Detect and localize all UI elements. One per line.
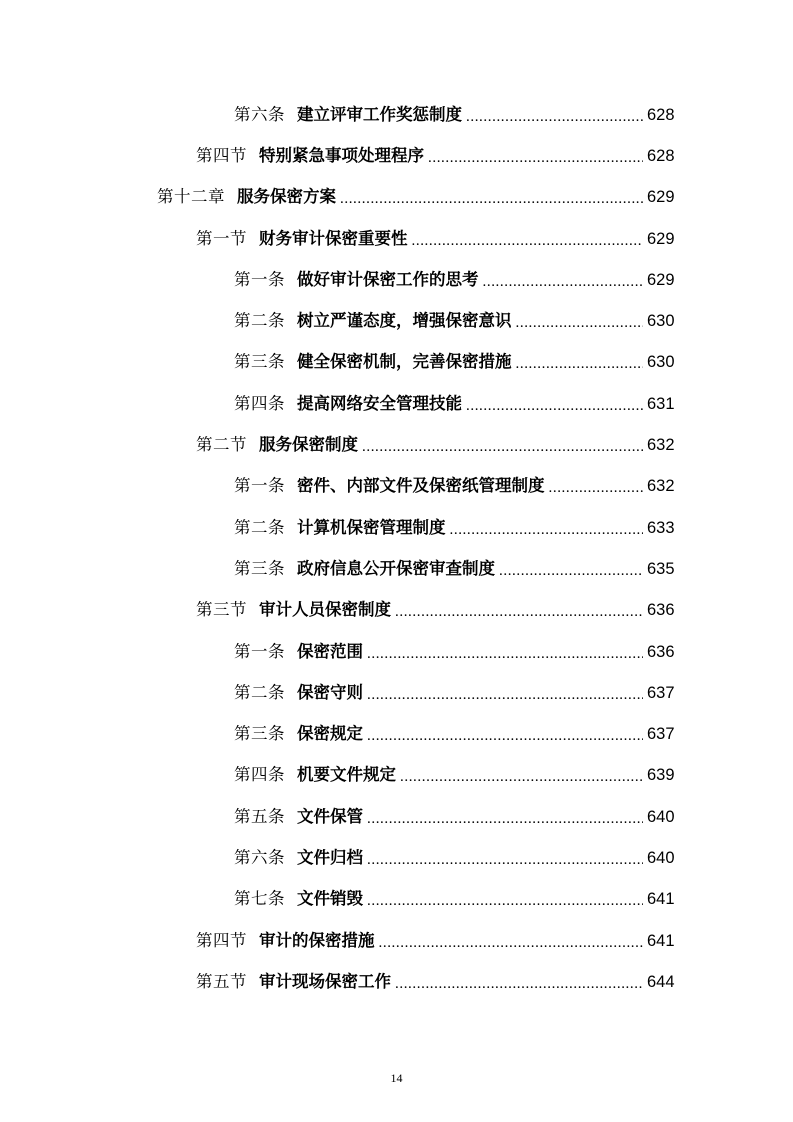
toc-entry-title: 服务保密方案	[237, 187, 336, 207]
toc-entry-number: 第六条	[234, 847, 285, 867]
toc-entry-title: 文件销毁	[297, 889, 363, 909]
toc-entry-title: 财务审计保密重要性	[259, 228, 408, 248]
toc-entry-number: 第三条	[234, 558, 285, 578]
toc-entry[interactable]	[0, 835, 793, 876]
dot-leader	[395, 973, 643, 990]
toc-entry-page: 641	[647, 931, 675, 950]
dot-leader	[379, 932, 644, 949]
toc-entry-page: 644	[647, 972, 675, 991]
toc-entry-page: 629	[647, 188, 675, 207]
toc-entry-number: 第五节	[196, 971, 247, 991]
dot-leader	[499, 560, 643, 577]
toc-entry[interactable]	[0, 464, 793, 505]
toc-entry-page: 636	[647, 642, 675, 661]
toc-entry[interactable]	[0, 753, 793, 794]
toc-entry-title: 特别紧急事项处理程序	[259, 145, 424, 165]
toc-entry[interactable]	[0, 257, 793, 298]
footer-page-number: 14	[390, 1071, 403, 1085]
toc-entry[interactable]	[0, 133, 793, 174]
toc-entry-number: 第六条	[234, 104, 285, 124]
toc-entry-number: 第一条	[234, 476, 285, 496]
dot-leader	[466, 395, 643, 412]
dot-leader	[367, 890, 643, 907]
toc-entry[interactable]	[0, 92, 793, 133]
dot-leader	[367, 684, 643, 701]
toc-entry-number: 第二条	[234, 682, 285, 702]
toc-entry-page: 632	[647, 436, 675, 455]
toc-entry-number: 第十二章	[157, 187, 225, 207]
toc-entry-page: 630	[647, 312, 675, 331]
toc-entry-page: 631	[647, 394, 675, 413]
dot-leader	[450, 519, 644, 536]
dot-leader	[362, 436, 643, 453]
toc-entry[interactable]	[0, 711, 793, 752]
toc-entry-page: 636	[647, 601, 675, 620]
page-footer	[0, 1071, 793, 1086]
toc-entry-title: 提高网络安全管理技能	[297, 393, 462, 413]
toc-entry-page: 639	[647, 766, 675, 785]
dot-leader	[549, 477, 644, 494]
toc-entry-title: 保密规定	[297, 724, 363, 744]
toc-entry-number: 第一条	[234, 269, 285, 289]
dot-leader	[516, 312, 644, 329]
toc-entry-page: 637	[647, 683, 675, 702]
toc-entry-title: 审计的保密措施	[259, 930, 375, 950]
toc-entry-title: 政府信息公开保密审查制度	[297, 558, 495, 578]
toc-entry-number: 第七条	[234, 889, 285, 909]
toc-entry[interactable]	[0, 670, 793, 711]
toc-entry-title: 建立评审工作奖惩制度	[297, 104, 462, 124]
toc-entry[interactable]	[0, 794, 793, 835]
toc-entry[interactable]	[0, 505, 793, 546]
toc-entry-title: 保密范围	[297, 641, 363, 661]
toc-entry-page: 629	[647, 229, 675, 248]
dot-leader	[412, 230, 644, 247]
toc-entry-number: 第四条	[234, 393, 285, 413]
toc-entry-number: 第二条	[234, 311, 285, 331]
toc-entry-number: 第三条	[234, 352, 285, 372]
dot-leader	[428, 147, 643, 164]
toc-entry-number: 第三条	[234, 724, 285, 744]
toc-entry-page: 640	[647, 848, 675, 867]
toc-entry[interactable]	[0, 546, 793, 587]
table-of-contents	[0, 92, 793, 1001]
toc-entry[interactable]	[0, 588, 793, 629]
toc-entry-title: 健全保密机制，完善保密措施	[297, 352, 512, 372]
dot-leader	[516, 353, 644, 370]
dot-leader	[367, 808, 643, 825]
toc-entry-number: 第五条	[234, 806, 285, 826]
toc-entry-page: 628	[647, 105, 675, 124]
toc-entry[interactable]	[0, 877, 793, 918]
toc-entry-number: 第三节	[196, 600, 247, 620]
toc-entry-number: 第四节	[196, 930, 247, 950]
toc-entry[interactable]	[0, 175, 793, 216]
toc-entry-title: 做好审计保密工作的思考	[297, 269, 479, 289]
toc-entry-page: 633	[647, 518, 675, 537]
toc-entry-page: 630	[647, 353, 675, 372]
toc-entry-title: 机要文件规定	[297, 765, 396, 785]
toc-entry-page: 632	[647, 477, 675, 496]
toc-entry-title: 审计人员保密制度	[259, 600, 391, 620]
toc-entry-title: 密件、内部文件及保密纸管理制度	[297, 476, 545, 496]
toc-entry-title: 保密守则	[297, 682, 363, 702]
toc-entry[interactable]	[0, 298, 793, 339]
toc-entry-number: 第二条	[234, 517, 285, 537]
toc-entry-number: 第一条	[234, 641, 285, 661]
toc-entry[interactable]	[0, 959, 793, 1000]
toc-entry-title: 文件保管	[297, 806, 363, 826]
toc-entry-title: 文件归档	[297, 847, 363, 867]
toc-entry-number: 第一节	[196, 228, 247, 248]
toc-entry-page: 628	[647, 146, 675, 165]
dot-leader	[483, 271, 644, 288]
toc-entry-title: 树立严谨态度，增强保密意识	[297, 311, 512, 331]
toc-entry[interactable]	[0, 629, 793, 670]
toc-entry-number: 第二节	[196, 435, 247, 455]
toc-entry-page: 629	[647, 270, 675, 289]
toc-entry-number: 第四条	[234, 765, 285, 785]
dot-leader	[367, 725, 643, 742]
dot-leader	[400, 766, 643, 783]
toc-entry-page: 637	[647, 725, 675, 744]
toc-entry[interactable]	[0, 216, 793, 257]
dot-leader	[395, 601, 643, 618]
toc-entry-page: 640	[647, 807, 675, 826]
toc-entry-page: 641	[647, 890, 675, 909]
dot-leader	[466, 106, 643, 123]
toc-entry[interactable]	[0, 918, 793, 959]
toc-entry-page: 635	[647, 559, 675, 578]
dot-leader	[340, 188, 643, 205]
dot-leader	[367, 849, 643, 866]
toc-entry-title: 审计现场保密工作	[259, 971, 391, 991]
toc-entry[interactable]	[0, 422, 793, 463]
toc-entry-number: 第四节	[196, 145, 247, 165]
toc-entry-title: 服务保密制度	[259, 435, 358, 455]
toc-entry[interactable]	[0, 340, 793, 381]
toc-entry[interactable]	[0, 381, 793, 422]
dot-leader	[367, 643, 643, 660]
toc-entry-title: 计算机保密管理制度	[297, 517, 446, 537]
